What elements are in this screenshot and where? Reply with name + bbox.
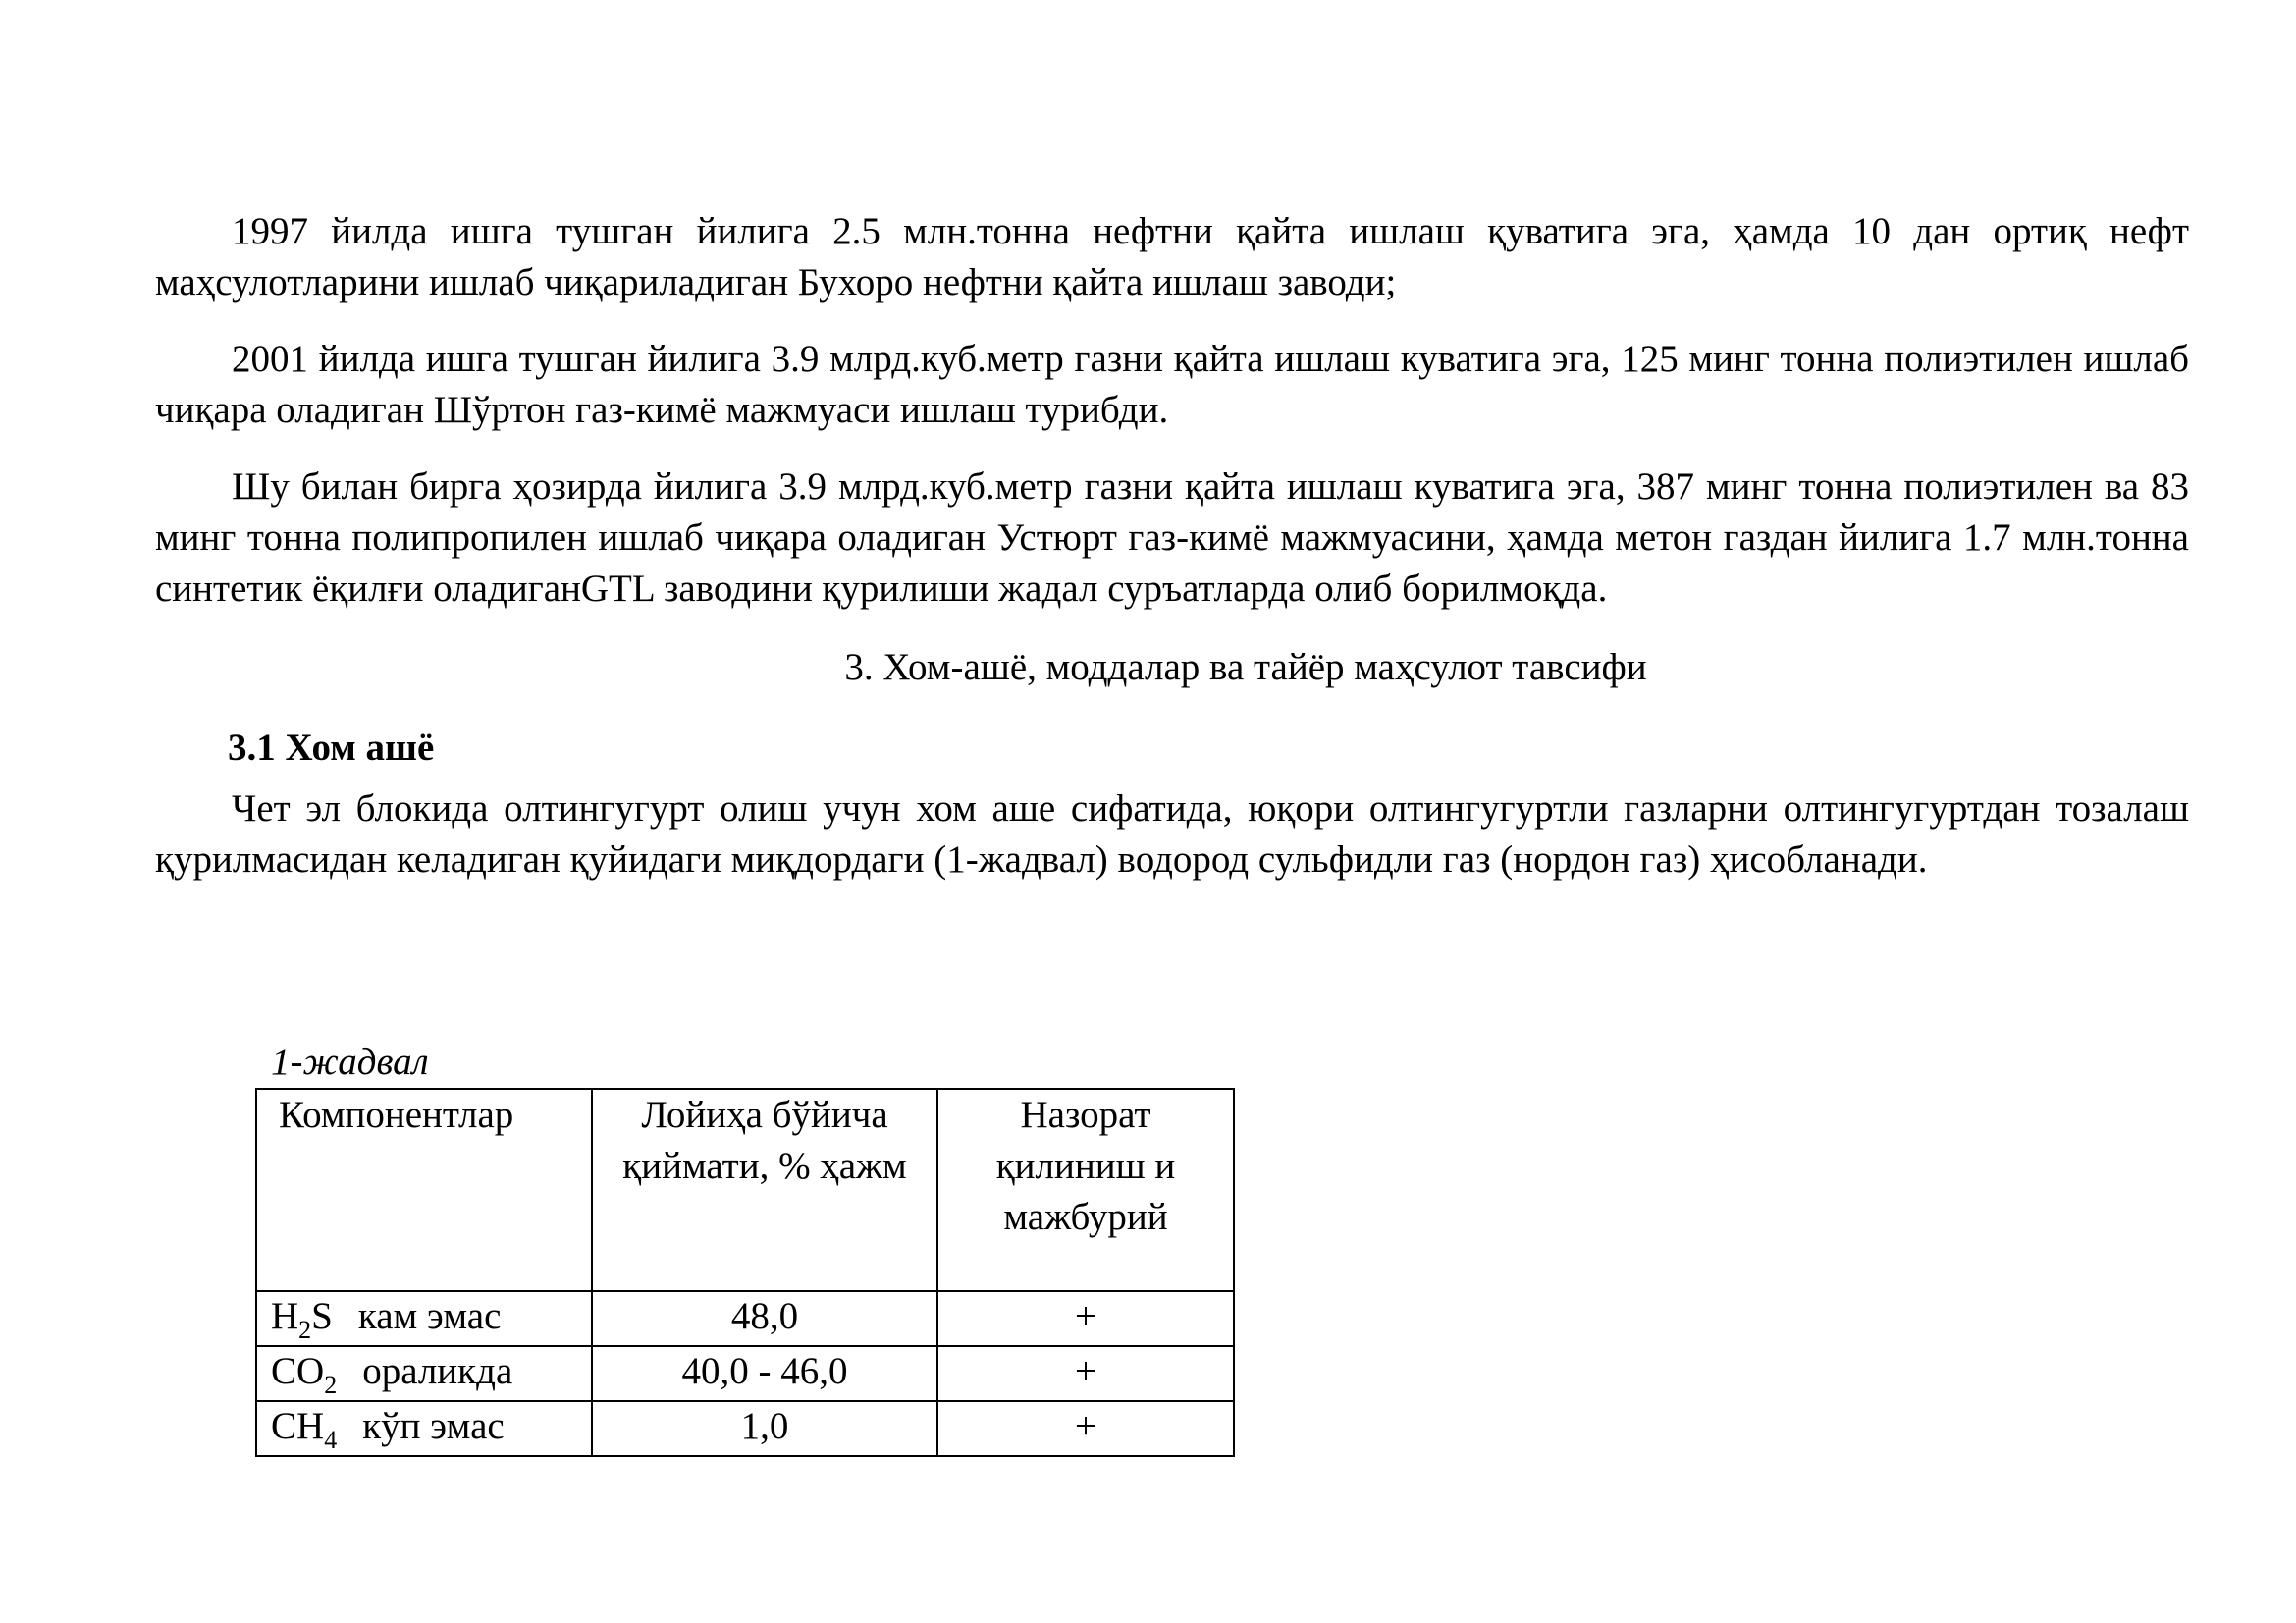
table-header-row bbox=[256, 1089, 1234, 1291]
value-cell: 1,0 bbox=[592, 1401, 937, 1456]
component-cell bbox=[256, 1401, 592, 1456]
document-page bbox=[155, 206, 2189, 886]
component-condition: кам эмас bbox=[357, 1295, 502, 1337]
components-table bbox=[255, 1088, 1235, 1457]
header-design-value: Лойиҳа бўйича қиймати, % ҳажм bbox=[592, 1089, 937, 1291]
paragraph-bukhara-refinery: 1997 йилда ишга тушган йилига 2.5 млн.тонна нефтни қайта ишлаш қуватига эга, ҳамда 10 дан ортиқ нефт маҳсулотларини ишлаб чиқариладиган Бухоро нефтни қайта ишлаш заводи; bbox=[155, 210, 2189, 303]
subsection-heading: 3.1 Хом ашё bbox=[228, 727, 435, 769]
header-control: Назорат қилиниш и мажбурий bbox=[937, 1089, 1234, 1291]
formula-ch4: $CH_4$ bbox=[271, 1405, 338, 1454]
paragraph-raw-material: Чет эл блокида олтингугурт олиш учун хом аше сифатида, юқори олтингугуртли газларни олтингугуртдан тозалаш қурилмасидан келадиган қуйидаги миқдордаги (1-жадвал) водород сульфидли газ (нордон газ) ҳисобланади. bbox=[155, 787, 2189, 881]
value-cell: 40,0 - 46,0 bbox=[592, 1346, 937, 1401]
control-cell: + bbox=[937, 1401, 1234, 1456]
component-condition: кўп эмас bbox=[362, 1405, 505, 1447]
table-row bbox=[256, 1346, 1234, 1401]
paragraph-shurtan-complex: 2001 йилда ишга тушган йилига 3.9 млрд.куб.метр газни қайта ишлаш куватига эга, 125 минг тонна полиэтилен ишлаб чиқара оладиган Шўртон газ-кимё мажмуаси ишлаш турибди. bbox=[155, 338, 2189, 431]
formula-co2: $CO_2$ bbox=[271, 1350, 338, 1399]
control-cell: + bbox=[937, 1346, 1234, 1401]
component-condition: ораликда bbox=[362, 1350, 513, 1392]
paragraph-ustyurt-complex: Шу билан бирга ҳозирда йилига 3.9 млрд.куб.метр газни қайта ишлаш куватига эга, 387 минг тонна полиэтилен ва 83 минг тонна полипропилен ишлаб чиқара оладиган Устюрт газ-кимё мажмуасини, ҳамда метон газдан йилига 1.7 млн.тонна синтетик ёқилғи оладиганGTL заводини қурилиши жадал суръатларда олиб борилмоқда. bbox=[155, 465, 2189, 610]
control-cell: + bbox=[937, 1291, 1234, 1346]
table-row bbox=[256, 1401, 1234, 1456]
table-row bbox=[256, 1291, 1234, 1346]
table-caption: 1-жадвал bbox=[271, 1041, 429, 1083]
value-cell: 48,0 bbox=[592, 1291, 937, 1346]
formula-h2s: $H_2S$ bbox=[271, 1295, 333, 1344]
component-cell bbox=[256, 1346, 592, 1401]
header-components: Компонентлар bbox=[256, 1089, 592, 1291]
component-cell bbox=[256, 1291, 592, 1346]
section-heading: 3. Хом-ашё, моддалар ва тайёр маҳсулот тавсифи bbox=[844, 646, 1647, 688]
